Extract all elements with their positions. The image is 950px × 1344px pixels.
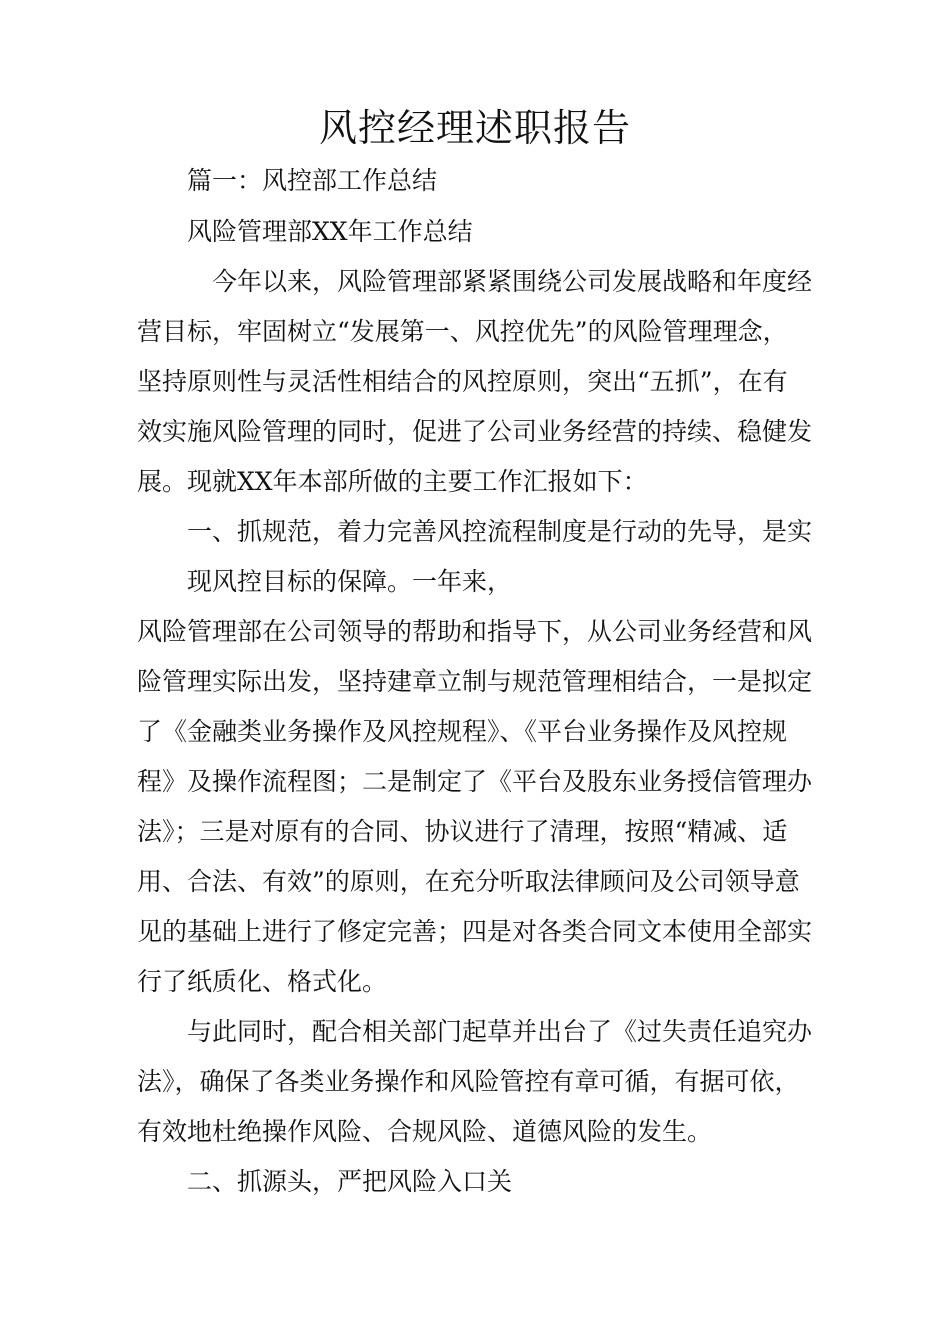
paragraph-line: 展。现就XX年本部所做的主要工作汇报如下： (137, 467, 648, 496)
paragraph-line: 见的基础上进行了修定完善；四是对各类合同文本使用全部实 (137, 917, 813, 946)
paragraph-line: 险管理实际出发，坚持建章立制与规范管理相结合，一是拟定 (137, 667, 813, 696)
paragraph-line: 法》，确保了各类业务操作和风险管控有章可循，有据可依， (137, 1067, 800, 1096)
paragraph-line: 行了纸质化、格式化。 (137, 967, 388, 996)
paragraph-line: 风险管理部在公司领导的帮助和指导下，从公司业务经营和风 (137, 617, 813, 646)
paragraph-line: 一、抓规范，着力完善风控流程制度是行动的先导，是实 (187, 517, 813, 546)
section-heading: 篇一：风控部工作总结 (187, 166, 438, 195)
document-title: 风控经理述职报告 (318, 106, 631, 150)
paragraph-line: 与此同时，配合相关部门起草并出台了《过失责任追究办 (187, 1017, 813, 1046)
paragraph-line: 营目标，牢固树立“发展第一、风控优先”的风险管理理念， (137, 317, 788, 346)
paragraph-line: 用、合法、有效”的原则，在充分听取法律顾问及公司领导意 (137, 867, 800, 896)
paragraph-line: 了《金融类业务操作及风控规程》、《平台业务操作及风控规 (137, 717, 788, 746)
paragraph-line: 现风控目标的保障。一年来， (187, 567, 513, 596)
paragraph-line: 坚持原则性与灵活性相结合的风控原则，突出“五抓”，在有 (137, 367, 788, 396)
paragraph-line: 法》；三是对原有的合同、协议进行了清理，按照“精减、适 (137, 817, 788, 846)
paragraph-line: 效实施风险管理的同时，促进了公司业务经营的持续、稳健发 (137, 417, 813, 446)
paragraph-line: 有效地杜绝操作风险、合规风险、道德风险的发生。 (137, 1117, 713, 1146)
paragraph-line: 今年以来，风险管理部紧紧围绕公司发展战略和年度经 (212, 267, 813, 296)
paragraph-line: 程》及操作流程图；二是制定了《平台及股东业务授信管理办 (137, 767, 813, 796)
subheading: 风险管理部XX年工作总结 (187, 217, 473, 246)
section-heading: 二、抓源头，严把风险入口关 (187, 1167, 513, 1196)
